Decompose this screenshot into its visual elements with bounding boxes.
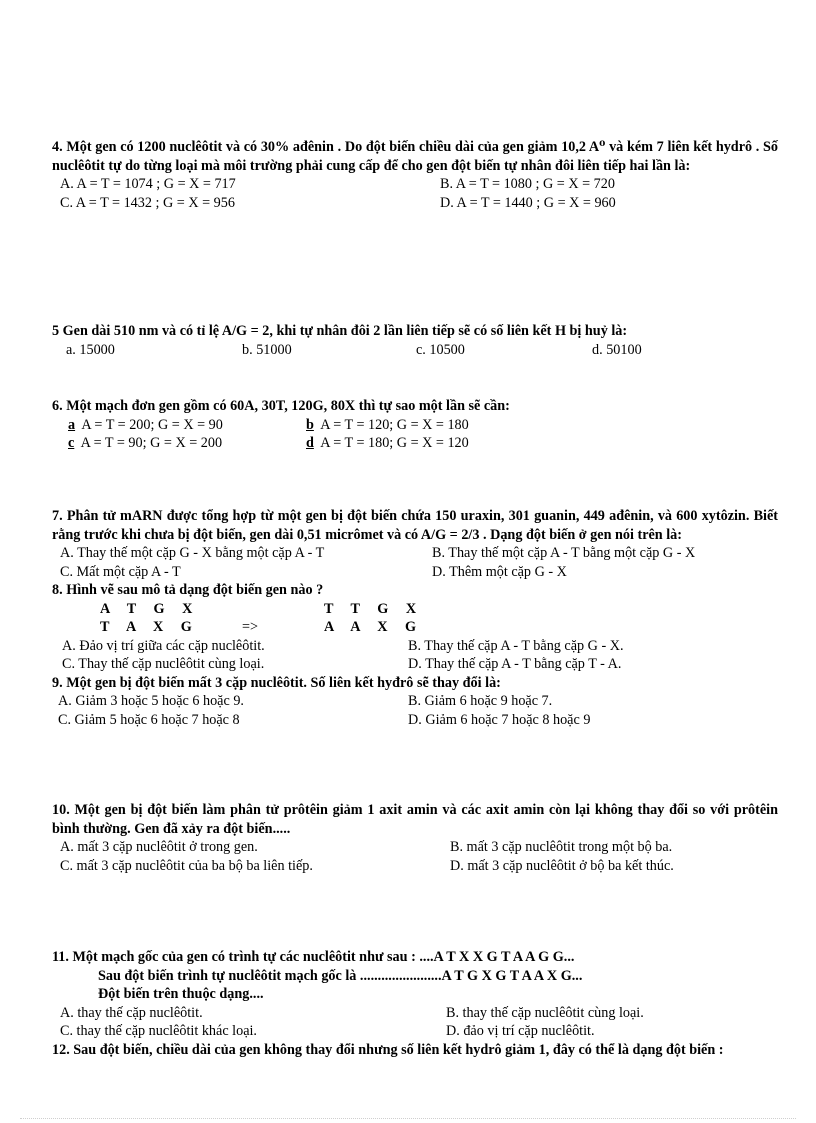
q7-option-a[interactable]: A. Thay thế một cặp G - X bằng một cặp A - T [60, 545, 325, 561]
q6-option-c-text: A = T = 90; G = X = 200 [80, 435, 223, 451]
question-9-stem: 9. Một gen bị đột biến mất 3 cặp nuclêôtit. Số liên kết hyđrô sẽ thay đổi là: [52, 674, 501, 691]
question-11-line-2: Sau đột biến trình tự nuclêôtit mạch gốc là .......................A T G X G T A A X G... [98, 967, 583, 984]
question-5-stem: 5 Gen dài 510 nm và có tỉ lệ A/G = 2, khi tự nhân đôi 2 lần liên tiếp sẽ có số liên kết H bị huỷ là: [52, 323, 628, 339]
question-9-options-row-1 [52, 692, 778, 711]
question-6-stem: 6. Một mạch đơn gen gồm có 60A, 30T, 120G, 80X thì tự sao một lần sẽ cần: [52, 398, 510, 414]
q6-option-a-letter: a [68, 416, 76, 433]
question-11-options-row-1 [52, 1004, 778, 1023]
question-8-options-row-2 [52, 655, 778, 674]
q7-option-d[interactable]: D. Thêm một cặp G - X [432, 563, 567, 580]
q10-option-c[interactable]: C. mất 3 cặp nuclêôtit của ba bộ ba liên tiếp. [60, 857, 313, 874]
q11-option-c[interactable]: C. thay thế cặp nuclêôtit khác loại. [60, 1023, 257, 1039]
q6-option-d-letter: d [306, 435, 314, 451]
q8-option-a[interactable]: A. Đảo vị trí giữa các cặp nuclêôtit. [62, 637, 265, 654]
q7-option-b[interactable]: B. Thay thế một cặp A - T bằng một cặp G - X [432, 545, 696, 561]
q11-option-a[interactable]: A. thay thế cặp nuclêôtit. [60, 1004, 203, 1021]
q7-option-c[interactable]: C. Mất một cặp A - T [60, 563, 181, 580]
q6-option-d-text: A = T = 180; G = X = 120 [320, 435, 469, 451]
q6-option-c[interactable] [68, 434, 222, 453]
q8-option-c[interactable]: C. Thay thế cặp nuclêôtit cùng loại. [62, 656, 265, 672]
page-bottom-divider [20, 1118, 796, 1119]
q8-seq-top-left: A T G X [100, 600, 200, 617]
q5-option-a[interactable]: a. 15000 [66, 341, 115, 358]
question-8-sequence-top [52, 600, 778, 619]
question-7 [52, 507, 778, 729]
q11-option-d[interactable]: D. đảo vị trí cặp nuclêôtit. [446, 1023, 595, 1039]
question-10-stem: 10. Một gen bị đột biến làm phân tử prôtêin giảm 1 axit amin và các axit amin còn lại không thay đổi so với prôtêin bình thường. Gen đã xảy ra đột biến..... [52, 802, 778, 837]
q4-option-a[interactable]: A. A = T = 1074 ; G = X = 717 [60, 176, 236, 192]
q8-seq-bottom-right: A A X G [324, 619, 424, 635]
question-8-options-row-1 [52, 637, 778, 656]
q9-option-a[interactable]: A. Giảm 3 hoặc 5 hoặc 6 hoặc 9. [58, 693, 244, 709]
q6-option-a[interactable] [68, 416, 223, 435]
q10-option-d[interactable]: D. mất 3 cặp nuclêôtit ở bộ ba kết thúc. [450, 857, 674, 874]
question-11 [52, 948, 778, 1059]
question-4 [52, 138, 778, 212]
q8-seq-top-right: T T G X [324, 600, 424, 617]
q9-option-b[interactable]: B. Giảm 6 hoặc 9 hoặc 7. [408, 693, 553, 709]
q6-option-b-letter: b [306, 416, 314, 433]
q8-option-b[interactable]: B. Thay thế cặp A - T bằng cặp G - X. [408, 637, 624, 654]
question-8-sequence-bottom [52, 618, 778, 637]
question-12-stem: 12. Sau đột biến, chiều dài của gen không thay đổi nhưng số liên kết hydrô giảm 1, đây có thể là dạng đột biến : [52, 1041, 724, 1058]
question-7-options-row-2 [52, 563, 778, 582]
question-10 [52, 801, 778, 875]
q9-option-c[interactable]: C. Giảm 5 hoặc 6 hoặc 7 hoặc 8 [58, 711, 240, 728]
question-4-options-row-2 [52, 194, 778, 213]
q6-option-a-text: A = T = 200; G = X = 90 [81, 416, 223, 433]
question-7-stem: 7. Phân tử mARN được tổng hợp từ một gen bị đột biến chứa 150 uraxin, 301 guanin, 449 ađênin, và 600 xytôzin. Biết rằng trước khi chưa bị đột biến, gen dài 0,51 micrômet và có A/G = 2/3 . Dạng đột biến ở gen nói trên là: [52, 508, 778, 543]
question-11-line-3: Đột biến trên thuộc dạng.... [98, 986, 264, 1002]
question-4-options-row-1 [52, 175, 778, 194]
q11-option-b[interactable]: B. thay thế cặp nuclêôtit cùng loại. [446, 1004, 644, 1021]
q6-option-b[interactable] [306, 416, 469, 435]
q8-seq-bottom-left: T A X G [100, 619, 199, 635]
q4-option-c[interactable]: C. A = T = 1432 ; G = X = 956 [60, 194, 235, 211]
question-8-stem: 8. Hình vẽ sau mô tả dạng đột biến gen nào ? [52, 582, 324, 598]
q10-option-a[interactable]: A. mất 3 cặp nuclêôtit ở trong gen. [60, 839, 258, 855]
q8-option-d[interactable]: D. Thay thế cặp A - T bằng cặp T - A. [408, 656, 622, 672]
question-5-options-row [52, 341, 778, 360]
q5-option-d[interactable]: d. 50100 [592, 341, 642, 358]
q4-option-b[interactable]: B. A = T = 1080 ; G = X = 720 [440, 176, 615, 192]
question-10-options-row-2 [52, 857, 778, 876]
q6-option-c-letter: c [68, 435, 75, 451]
question-5 [52, 322, 778, 359]
question-6-options-row-1 [52, 416, 778, 435]
question-6 [52, 397, 778, 453]
q5-option-c[interactable]: c. 10500 [416, 341, 465, 358]
question-4-stem: 4. Một gen có 1200 nuclêôtit và có 30% ađênin . Do đột biến chiều dài của gen giảm 10,2 A⁰ và kém 7 liên kết hydrô . Số nuclêôtit tự do từng loại mà môi trường phải cung cấp để cho gen đột biến tự nhân đôi liên tiếp hai lần là: [52, 139, 778, 174]
q4-option-d[interactable]: D. A = T = 1440 ; G = X = 960 [440, 194, 616, 211]
q5-option-b[interactable]: b. 51000 [242, 341, 292, 358]
q10-option-b[interactable]: B. mất 3 cặp nuclêôtit trong một bộ ba. [450, 839, 673, 855]
q6-option-d[interactable] [306, 434, 469, 453]
question-11-line-1: 11. Một mạch gốc của gen có trình tự các nuclêôtit như sau : ....A T X X G T A A G G... [52, 949, 575, 965]
question-7-options-row-1 [52, 544, 778, 563]
question-6-options-row-2 [52, 434, 778, 453]
q8-arrow: => [242, 619, 259, 635]
q6-option-b-text: A = T = 120; G = X = 180 [320, 416, 469, 433]
question-11-options-row-2 [52, 1022, 778, 1041]
question-10-options-row-1 [52, 838, 778, 857]
question-9-options-row-2 [52, 711, 778, 730]
q9-option-d[interactable]: D. Giảm 6 hoặc 7 hoặc 8 hoặc 9 [408, 711, 591, 728]
